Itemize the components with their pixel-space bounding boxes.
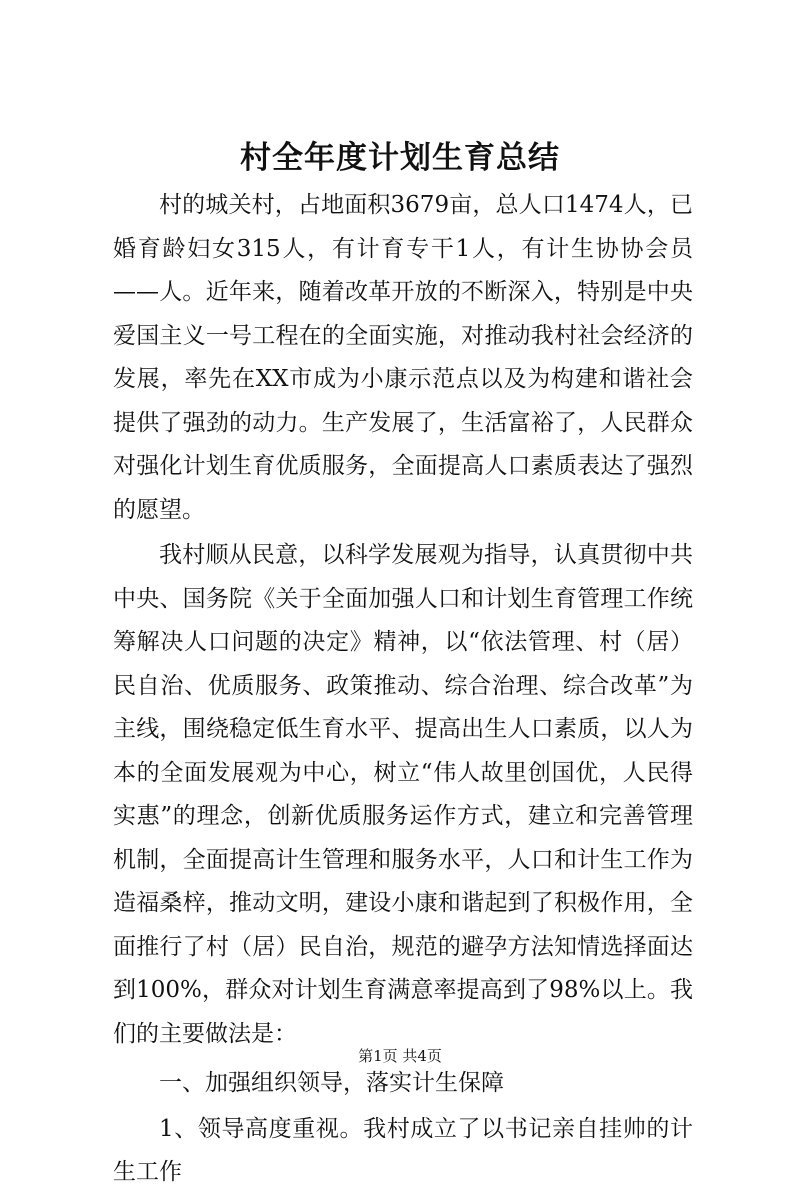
document-body bbox=[113, 184, 693, 1197]
section-heading-1: 一、加强组织领导，落实计生保障 bbox=[159, 1070, 504, 1096]
paragraph-guidance: 我村顺从民意，以科学发展观为指导，认真贯彻中共中央、国务院《关于全面加强人口和计划生育管理工作统筹解决人口问题的决定》精神，以“依法管理、村（居）民自治、优质服务、政策推动、综合治理、综合改革”为主线，围绕稳定低生育水平、提高出生人口素质，以人为本的全面发展观为中心，树立“伟人故里创国优，人民得实惠”的理念，创新优质服务运作方式，建立和完善管理机制，全面提高计生管理和服务水平，人口和计生工作为造福桑梓，推动文明，建设小康和谐起到了积极作用，全面推行了村（居）民自治，规范的避孕方法知情选择面达到100%，群众对计划生育满意率提高到了98%以上。我们的主要做法是： bbox=[113, 542, 693, 1047]
document-title: 村全年度计划生育总结 bbox=[240, 140, 560, 176]
paragraph-item-1: 1、领导高度重视。我村成立了以书记亲自挂帅的计生工作 bbox=[113, 1115, 693, 1185]
page-footer: 第1页 共4页 bbox=[358, 1047, 442, 1065]
paragraph-intro: 村的城关村，占地面积3679亩，总人口1474人，已婚育龄妇女315人，有计育专干1人，有计生协协会员——人。近年来，随着改革开放的不断深入，特别是中央爱国主义一号工程在的全面实施，对推动我村社会经济的发展，率先在XX市成为小康示范点以及为构建和谐社会提供了强劲的动力。生产发展了，生活富裕了，人民群众对强化计划生育优质服务，全面提高人口素质表达了强烈的愿望。 bbox=[113, 192, 693, 523]
